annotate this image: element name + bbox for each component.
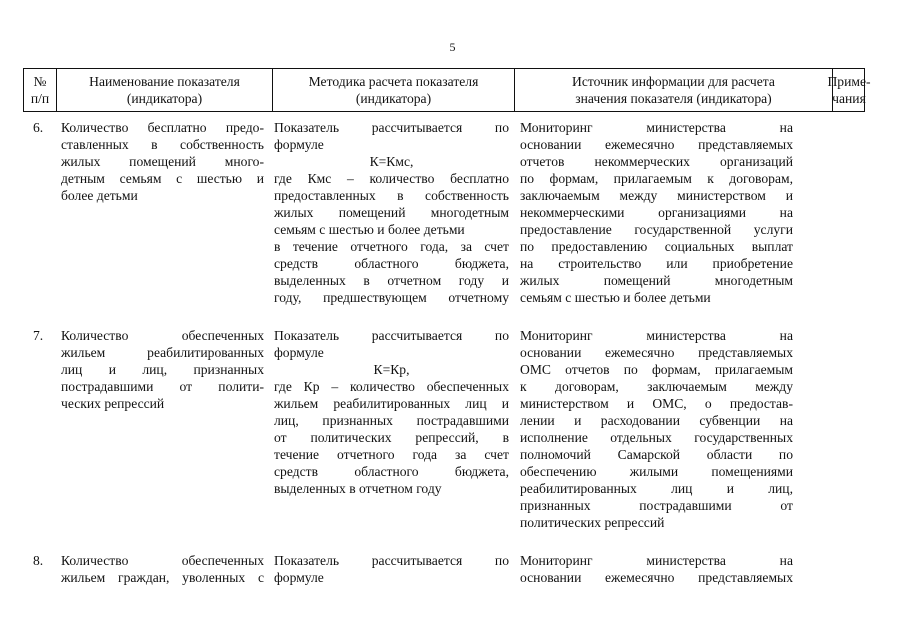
information-source: Мониторинг министерства на основании ежемесячно представляемых отчетов некоммерческих организаций по формам, прилагаемым к договорам, заключаемым между министерством и некоммерческими организациями на предоставление государственной услуги по предоставлению социальных выплат на строительство или приобретение жилых помещений многодетным семьям с шестью и более детьми [520, 120, 793, 305]
indicator-name: Количество обеспеченных жильем реабилитированных лиц и лиц, признанных пострадавшими от полити- ческих репрессий [61, 328, 264, 411]
row-number: 7. [33, 328, 44, 343]
header-indicator-name: Наименование показателя (индикатора) [56, 69, 272, 111]
header-method: Методика расчета показателя (индикатора) [272, 69, 514, 111]
header-source: Источник информации для расчета значения показателя (индикатора) [514, 69, 832, 111]
indicator-name: Количество бесплатно предо- ставленных в собственность жилых помещений много- детным семьям с шестью и более детьми [61, 120, 264, 203]
formula: К=Кр, [373, 362, 410, 377]
row-number: 6. [33, 120, 44, 135]
table-header [23, 68, 871, 112]
calculation-method: Показатель рассчитывается по формуле [274, 553, 509, 585]
indicator-name: Количество обеспеченных жильем граждан, уволенных с [61, 553, 264, 585]
row-number: 8. [33, 553, 44, 568]
calculation-method: Показатель рассчитывается по формуле К=Кмс, где Кмс – количество бесплатно предоставленных в собственность жилых помещений многодетным семьям с шестью и более детьми в течение отчетного года, за счет средств областного бюджета, выделенных в отчетном году и году, предшествующем отчетному [274, 120, 509, 305]
header-notes: Приме- чания [832, 69, 865, 111]
formula: К=Кмс, [369, 154, 414, 169]
header-num: № п/п [30, 74, 50, 106]
page-number: 5 [449, 40, 456, 54]
information-source: Мониторинг министерства на основании ежемесячно представляемых [520, 553, 793, 585]
calculation-method: Показатель рассчитывается по формуле К=Кр, где Кр – количество обеспеченных жильем реабилитированных лиц и лиц, признанных пострадавшими от политических репрессий, в течение отчетного года за счет средств областного бюджета, выделенных в отчетном году [274, 328, 509, 496]
information-source: Мониторинг министерства на основании ежемесячно представляемых ОМС отчетов по формам, прилагаемым к договорам, заключаемым между министерством и ОМС, о предостав- лении и расходовании субвенции на исполнение отдельных государственных полномочий Самарской области по обеспечению жилыми помещениями реабилитированных лиц и лиц, признанных пострадавшими от политических репрессий [520, 328, 793, 530]
